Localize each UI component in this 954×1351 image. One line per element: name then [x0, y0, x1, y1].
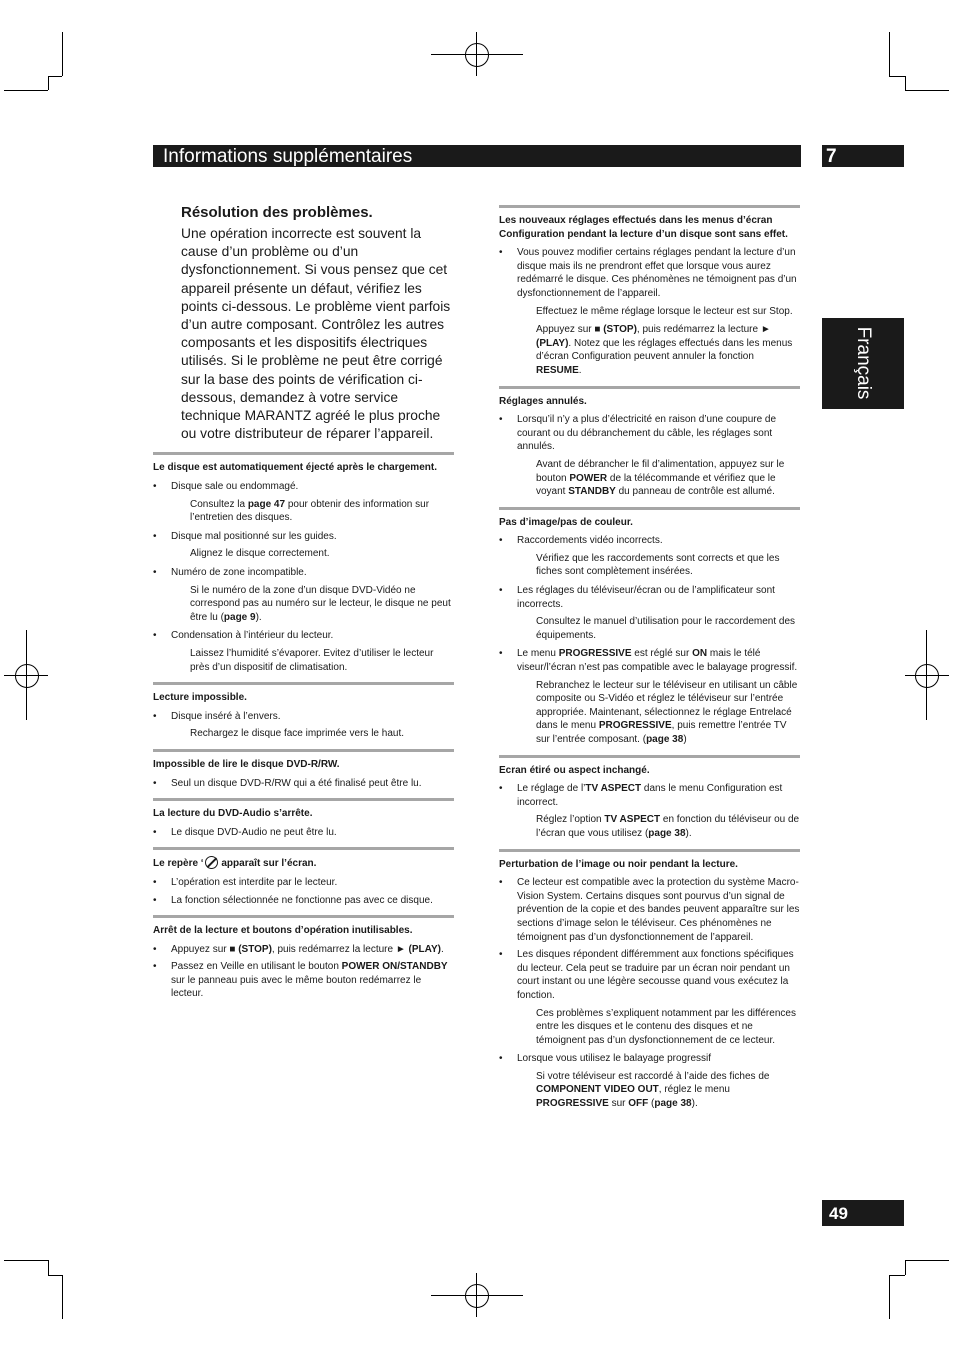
list-item: • Le disque DVD-Audio ne peut être lu. — [153, 826, 337, 838]
trouble-heading: Réglages annulés. — [499, 395, 587, 407]
solution-text: Réglez l’option TV ASPECT en fonction du téléviseur ou de l’écran que vous utilisez (page 38). — [536, 814, 800, 839]
list-item: • Condensation à l’intérieur du lecteur. — [153, 630, 334, 642]
list-item: • Lorsqu’il n’y a plus d’électricité en raison d’une coupure de courant ou du débranchement du câble, les réglages sont annulés. — [499, 414, 777, 453]
trouble-section-settings-no-effect — [499, 205, 800, 378]
chapter-box — [822, 145, 904, 167]
trouble-heading: Le disque est automatiquement éjecté après le chargement. — [153, 462, 437, 474]
solution-text: Consultez le manuel d’utilisation pour le raccordement des équipements. — [536, 616, 796, 641]
right-column — [499, 203, 800, 1119]
trouble-heading: Ecran étiré ou aspect inchangé. — [499, 764, 650, 776]
intro-paragraph: Une opération incorrecte est souvent la cause d’un problème ou d’un dysfonctionnement. Si vous pensez que cet appareil présente un défaut, vérifiez les points ci-dessous. Le problème vient parfois d’un autre composant. Contrôlez les autres composants et les dispositifs électriques utilisés. Si le problème ne peut être corrigé sur la base des points de vérification ci-dessous, demandez à votre service technique MARANTZ agréé le plus proche ou votre distributeur de réparer l’appareil. — [181, 226, 451, 442]
page-number: 49 — [829, 1204, 848, 1223]
list-item: • Vous pouvez modifier certains réglages pendant la lecture d’un disque mais ils ne prendront effet que lorsque vous aurez redémarré le disque. Ces phénomènes ne témoignent pas d’un dysfonctionnement de l’appareil. — [499, 247, 797, 299]
left-column — [153, 203, 454, 1009]
solution-text: Si le numéro de la zone d’un disque DVD-Vidéo ne correspond pas au numéro sur le lecteur, le disque ne peut être lu (page 9). — [190, 584, 451, 623]
solution-text: Rechargez le disque face imprimée vers le haut. — [190, 728, 404, 740]
trouble-heading: Impossible de lire le disque DVD-R/RW. — [153, 758, 340, 770]
trouble-heading: Arrêt de la lecture et boutons d’opération inutilisables. — [153, 925, 413, 937]
trouble-heading: Lecture impossible. — [153, 692, 247, 704]
page-number-box — [822, 1200, 904, 1226]
solution-text: Laissez l’humidité s’évaporer. Evitez d’utiliser le lecteur près d’un dispositif de climatisation. — [190, 647, 434, 673]
list-item: • Numéro de zone incompatible. — [153, 567, 307, 578]
list-item: • Seul un disque DVD-R/RW qui a été finalisé peut être lu. — [153, 777, 422, 789]
trouble-section-aspect — [499, 755, 800, 841]
list-item: • Passez en Veille en utilisant le bouton POWER ON/STANDBY sur le panneau puis avec le même bouton redémarrez le lecteur. — [153, 961, 448, 1000]
solution-text: Appuyez sur ■ (STOP), puis redémarrez la lecture ► (PLAY). Notez que les réglages effectués dans les menus d’écran Configuration peuvent annuler la fonction RESUME. — [536, 324, 793, 376]
header-bar — [153, 145, 801, 167]
list-item: • Appuyez sur ■ (STOP), puis redémarrez la lecture ► (PLAY). — [153, 943, 444, 955]
page-title: Informations supplémentaires — [163, 146, 413, 167]
solution-text: Avant de débrancher le fil d’alimentation, appuyez sur le bouton POWER de la télécommande et vérifiez que le voyant STANDBY du panneau de contrôle est allumé. — [536, 458, 785, 498]
list-item: • Disque inséré à l’envers. — [153, 710, 281, 722]
section-heading: Résolution des problèmes. — [181, 204, 373, 221]
solution-text: Alignez le disque correctement. — [190, 548, 330, 560]
list-item: • Disque sale ou endommagé. — [153, 481, 299, 493]
trouble-heading: Le repère ‘ apparaît sur l’écran. — [153, 858, 317, 870]
trouble-section-dvd-audio — [153, 798, 454, 839]
trouble-heading: Les nouveaux réglages effectués dans les menus d’écran Configuration pendant la lecture d’un disque sont sans effet. — [499, 215, 788, 240]
language-tab — [822, 318, 904, 409]
solution-text: Si votre téléviseur est raccordé à l’aide des fiches de COMPONENT VIDEO OUT, réglez le menu PROGRESSIVE sur OFF (page 38). — [536, 1070, 770, 1110]
list-item: • La fonction sélectionnée ne fonctionne pas avec ce disque. — [153, 894, 433, 906]
solution-text: Effectuez le même réglage lorsque le lecteur est sur Stop. — [536, 305, 793, 317]
chapter-number: 7 — [826, 146, 837, 167]
list-item: • Les réglages du téléviseur/écran ou de l’amplificateur sont incorrects. — [499, 585, 775, 610]
trouble-section-buttons-inoperable — [153, 915, 454, 1001]
trouble-heading: Pas d’image/pas de couleur. — [499, 516, 633, 528]
trouble-section-picture-disturbance — [499, 849, 800, 1111]
list-item: • Raccordements vidéo incorrects. — [499, 535, 663, 547]
list-item: • Les disques répondent différemment aux fonctions spécifiques du lecteur. Cela peut se traduire par un écran noir pendant un court instant ou une légère secousse quand vous exécutez la fonction. — [499, 949, 794, 1001]
trouble-section-ejected — [153, 452, 454, 674]
list-item: • Disque mal positionné sur les guides. — [153, 530, 337, 542]
list-item: • Le réglage de l’TV ASPECT dans le menu Configuration est incorrect. — [499, 783, 783, 808]
language-label: Français — [853, 326, 874, 400]
list-item: • Lorsque vous utilisez le balayage progressif — [499, 1053, 711, 1065]
solution-text: Rebranchez le lecteur sur le téléviseur en utilisant un câble composite ou S-Vidéo et réglez le téléviseur sur l’entrée appropriée. Maintenant, sélectionnez le réglage Entrelacé dans le menu PROGRESSIVE, puis remettre l’entrée TV sur l’entrée composant. (page 38) — [536, 679, 798, 745]
trouble-section-no-picture — [499, 507, 800, 747]
list-item: • L’opération est interdite par le lecteur. — [153, 876, 338, 888]
trouble-heading: Perturbation de l’image ou noir pendant la lecture. — [499, 858, 738, 870]
trouble-section-dvd-rw — [153, 749, 454, 790]
trouble-section-prohibited-mark — [153, 847, 454, 907]
trouble-heading: La lecture du DVD-Audio s’arrête. — [153, 808, 313, 820]
list-item: • Ce lecteur est compatible avec la protection du système Macro-Vision System. Certains disques sont pourvus d’un signal de prévention de la copie et des bandes peuvent apparaître sur les sections d’image selon le téléviseur. Ces phénomènes ne témoignent pas d’un dysfonctionnement de l’appareil. — [499, 877, 800, 943]
solution-text: Ces problèmes s’expliquent notamment par les différences entre les disques et le contenu des disques et ne témoignent pas d’un dysfonctionnement de ce lecteur. — [536, 1007, 796, 1046]
list-item: • Le menu PROGRESSIVE est réglé sur ON mais le télé viseur/l’écran n’est pas compatible avec le balayage progressif. — [499, 648, 798, 674]
prohibited-icon — [205, 856, 218, 869]
solution-text: Vérifiez que les raccordements sont corrects et que les fiches sont complètement insérées. — [536, 552, 780, 578]
solution-text: Consultez la page 47 pour obtenir des information sur l’entretien des disques. — [190, 498, 430, 524]
trouble-section-no-playback — [153, 682, 454, 741]
trouble-section-settings-cancelled — [499, 386, 800, 499]
